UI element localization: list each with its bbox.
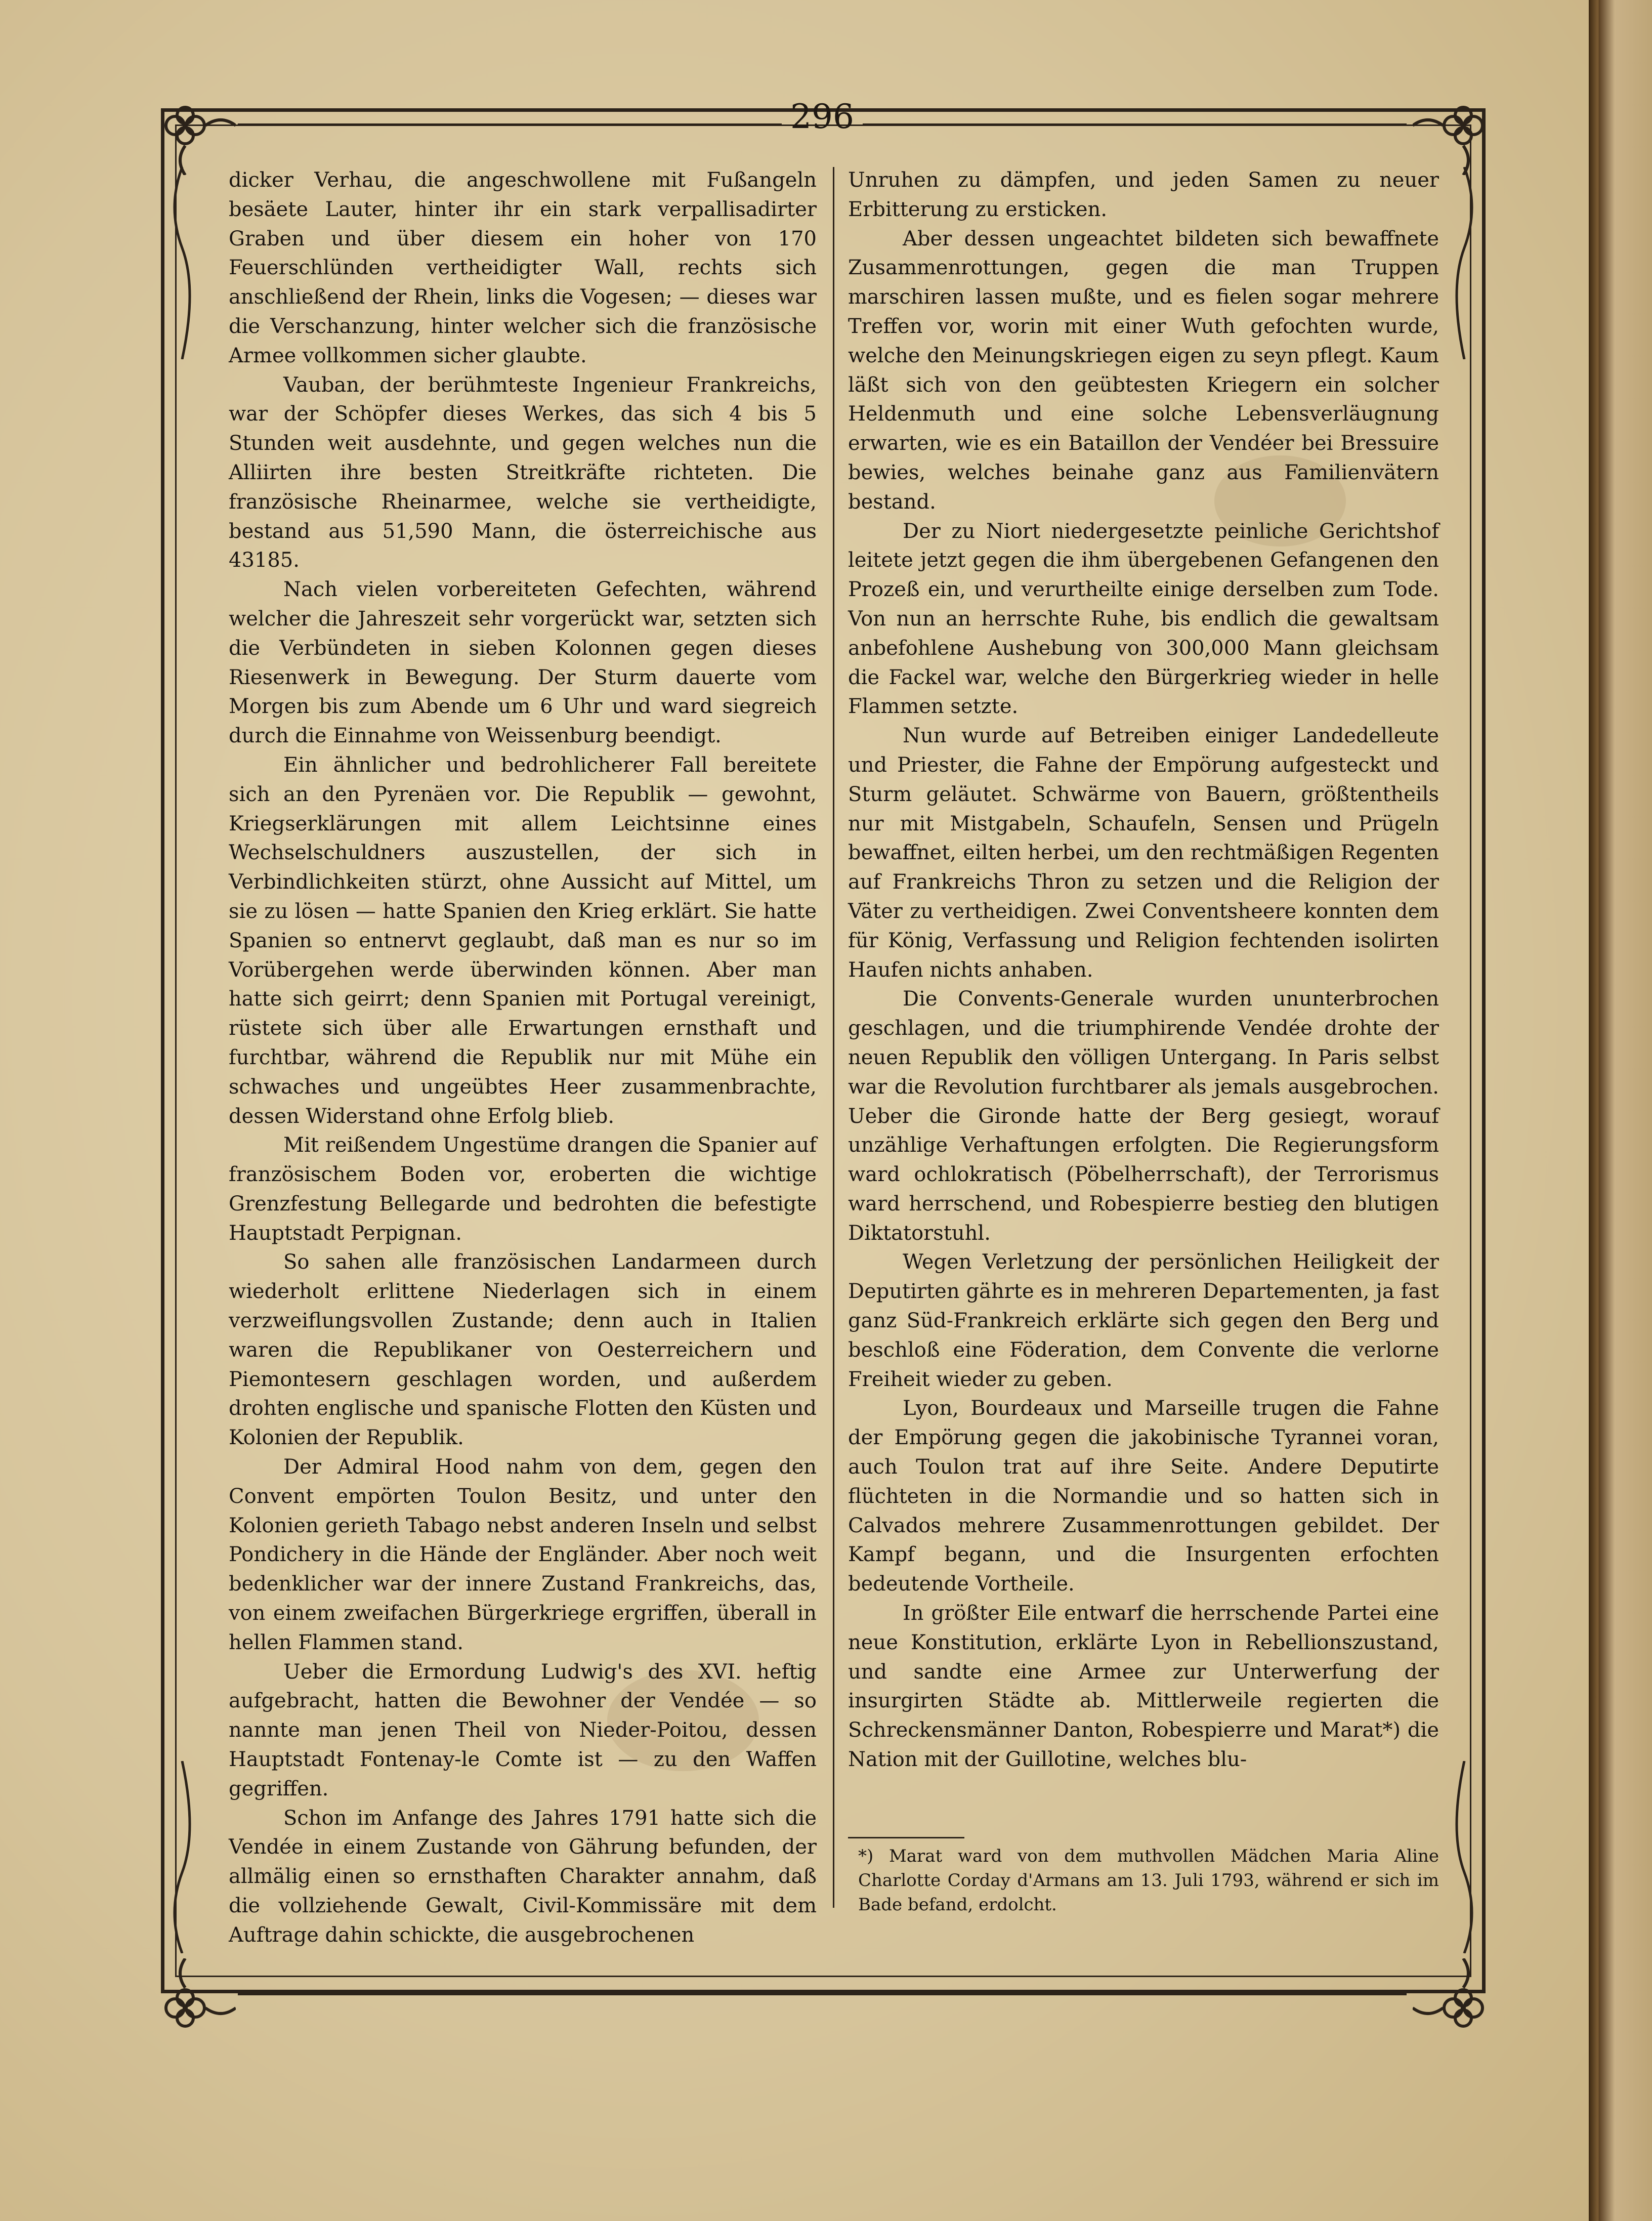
header-rule-left	[238, 123, 782, 126]
paragraph: Unruhen zu dämpfen, und jeden Samen zu neuer Erbitterung zu ersticken.	[848, 169, 1439, 221]
paragraph: Mit reißendem Ungestüme drangen die Spanier auf französischem Boden vor, eroberten die wichtige Grenzfestung Bellegarde und bedrohten die befestigte Hauptstadt Perpignan.	[229, 1134, 817, 1245]
paragraph: dicker Verhau, die angeschwollene mit Fußangeln besäete Lauter, hinter ihr ein stark verpallisadirter Graben und über diesem ein hoher von 170 Feuerschlünden vertheidigter Wall, rechts sich anschließend der Rhein, links die Vogesen; — dieses war die Verschanzung, hinter welcher sich die französische Armee vollkommen sicher glaubte.	[229, 169, 817, 367]
side-flourish-left-top	[167, 167, 197, 359]
side-flourish-left-bottom	[167, 1761, 197, 1953]
column-divider	[833, 167, 834, 1908]
paragraph: Lyon, Bourdeaux und Marseille trugen die Fahne der Empörung gegen die jakobinische Tyrannei voran, auch Toulon trat auf ihre Seite. Andere Deputirte flüchteten in die Normandie und so hatten sich in Calvados mehrere Zusammenrottungen gebildet. Der Kampf begann, und die Insurgenten erfochten bedeutende Vortheile.	[848, 1397, 1439, 1596]
left-column	[229, 166, 817, 1950]
footnote-rule	[848, 1837, 964, 1838]
paragraph: Der zu Niort niedergesetzte peinliche Gerichtshof leitete jetzt gegen die ihm übergebenen Gefangenen den Prozeß ein, und verurtheilte einige derselben zum Tode. Von nun an herrschte Ruhe, bis endlich die gewaltsam anbefohlene Aushebung von 300,000 Mann gleichsam die Fackel war, welche den Bürgerkrieg wieder in helle Flammen setzte.	[848, 519, 1439, 719]
paragraph: Wegen Verletzung der persönlichen Heiligkeit der Deputirten gährte es in mehreren Departementen, ja fast ganz Süd-Frankreich erklärte sich gegen den Berg und beschloß eine Föderation, dem Convente die verlorne Freiheit wieder zu geben.	[848, 1250, 1439, 1391]
paragraph: In größter Eile entwarf die herrschende Partei eine neue Konstitution, erklärte Lyon in Rebellionszustand, und sandte eine Armee zur Unterwerfung der insurgirten Städte ab. Mittlerweile regierten die Schreckensmänner Danton, Robespierre und Marat*) die Nation mit der Guillotine, welches blu-	[848, 1602, 1439, 1772]
corner-ornament-bottom-left	[160, 1958, 236, 2034]
paragraph: So sahen alle französischen Landarmeen durch wiederholt erlittene Niederlagen sich in einem verzweiflungsvollen Zustande; denn auch in Italien waren die Republikaner von Oesterreichern und Piemontesern geschlagen worden, und außerdem drohten englische und spanische Flotten den Küsten und Kolonien der Republik.	[229, 1250, 817, 1450]
adjacent-page-edge	[1599, 0, 1652, 2221]
paragraph: Ein ähnlicher und bedrohlicherer Fall bereitete sich an den Pyrenäen vor. Die Republik — gewohnt, Kriegserklärungen mit allem Leichtsinne eines Wechselschuldners auszustellen, der sich in Verbindlichkeiten stürzt, ohne Aussicht auf Mittel, um sie zu lösen — hatte Spanien den Krieg erklärt. Sie hatte Spanien so entnervt geglaubt, daß man es nur so im Vorübergehen werde überwinden können. Aber man hatte sich geirrt; denn Spanien mit Portugal vereinigt, rüstete sich über alle Erwartungen ernsthaft und furchtbar, während die Republik nur mit Mühe ein schwaches und ungeübtes Heer zusammenbrachte, dessen Widerstand ohne Erfolg blieb.	[229, 753, 817, 1128]
paragraph: Die Convents-Generale wurden ununterbrochen geschlagen, und die triumphirende Vendée drohte der neuen Republik den völligen Untergang. In Paris selbst war die Revolution furchtbarer als jemals ausgebrochen. Ueber die Gironde hatte der Berg gesiegt, worauf unzählige Verhaftungen erfolgten. Die Regierungsform ward ochlokratisch (Pöbelherrschaft), der Terrorismus ward herrschend, und Robespierre bestieg den blutigen Diktatorstuhl.	[848, 987, 1439, 1245]
header-rule-right	[863, 123, 1407, 126]
corner-ornament-top-right	[1413, 99, 1489, 175]
footer-rule	[238, 1993, 1407, 1995]
corner-ornament-bottom-right	[1413, 1958, 1489, 2034]
side-flourish-right-top	[1449, 167, 1479, 359]
paragraph: Schon im Anfange des Jahres 1791 hatte sich die Vendée in einem Zustande von Gährung befunden, der allmälig einen so ernsthaften Charakter annahm, daß die vollziehende Gewalt, Civil-Kommissäre mit dem Auftrage dahin schickte, die ausgebrochenen	[229, 1806, 817, 1947]
page-number: 296	[790, 97, 854, 136]
paragraph: Der Admiral Hood nahm von dem, gegen den Convent empörten Toulon Besitz, und unter den Kolonien gerieth Tabago nebst anderen Inseln und selbst Pondichery in die Hände der Engländer. Aber noch weit bedenklicher war der innere Zustand Frankreichs, das, von einem zweifachen Bürgerkriege ergriffen, überall in hellen Flammen stand.	[229, 1455, 817, 1654]
paragraph: Ueber die Ermordung Ludwig's des XVI. heftig aufgebracht, hatten die Bewohner der Vendée — so nannte man jenen Theil von Nieder-Poitou, dessen Hauptstadt Fontenay-le Comte ist — zu den Waffen gegriffen.	[229, 1660, 817, 1800]
footnote: *) Marat ward von dem muthvollen Mädchen Maria Aline Charlotte Corday d'Armans am 13. Juli 1793, während er sich im Bade befand, erdolcht.	[858, 1846, 1439, 1915]
paragraph: Aber dessen ungeachtet bildeten sich bewaffnete Zusammenrottungen, gegen die man Truppen marschiren lassen mußte, und es fielen sogar mehrere Treffen vor, worin mit einer Wuth gefochten wurde, welche den Meinungskriegen eigen zu seyn pflegt. Kaum läßt sich von den geübtesten Kriegern ein solcher Heldenmuth und eine solche Lebensverläugnung erwarten, wie es ein Bataillon der Vendéer bei Bressuire bewies, welches beinahe ganz aus Familienvätern bestand.	[848, 227, 1439, 514]
side-flourish-right-bottom	[1449, 1761, 1479, 1953]
paragraph: Vauban, der berühmteste Ingenieur Frankreichs, war der Schöpfer dieses Werkes, das sich 4 bis 5 Stunden weit ausdehnte, und gegen welches nun die Alliirten ihre besten Streitkräfte richteten. Die französische Rheinarmee, welche sie vertheidigte, bestand aus 51,590 Mann, die österreichische aus 43185.	[229, 373, 817, 572]
corner-ornament-top-left	[160, 99, 236, 175]
paragraph: Nun wurde auf Betreiben einiger Landedelleute und Priester, die Fahne der Empörung aufgesteckt und Sturm geläutet. Schwärme von Bauern, größtentheils nur mit Mistgabeln, Schaufeln, Sensen und Prügeln bewaffnet, eilten herbei, um den rechtmäßigen Regenten auf Frankreichs Thron zu setzen und die Religion der Väter zu vertheidigen. Zwei Conventsheere konnten dem für König, Verfassung und Religion fechtenden isolirten Haufen nichts anhaben.	[848, 724, 1439, 982]
paragraph: Nach vielen vorbereiteten Gefechten, während welcher die Jahreszeit sehr vorgerückt war, setzten sich die Verbündeten in sieben Kolonnen gegen dieses Riesenwerk in Bewegung. Der Sturm dauerte vom Morgen bis zum Abende um 6 Uhr und ward siegreich durch die Einnahme von Weissenburg beendigt.	[229, 578, 817, 748]
right-column	[848, 166, 1439, 1775]
